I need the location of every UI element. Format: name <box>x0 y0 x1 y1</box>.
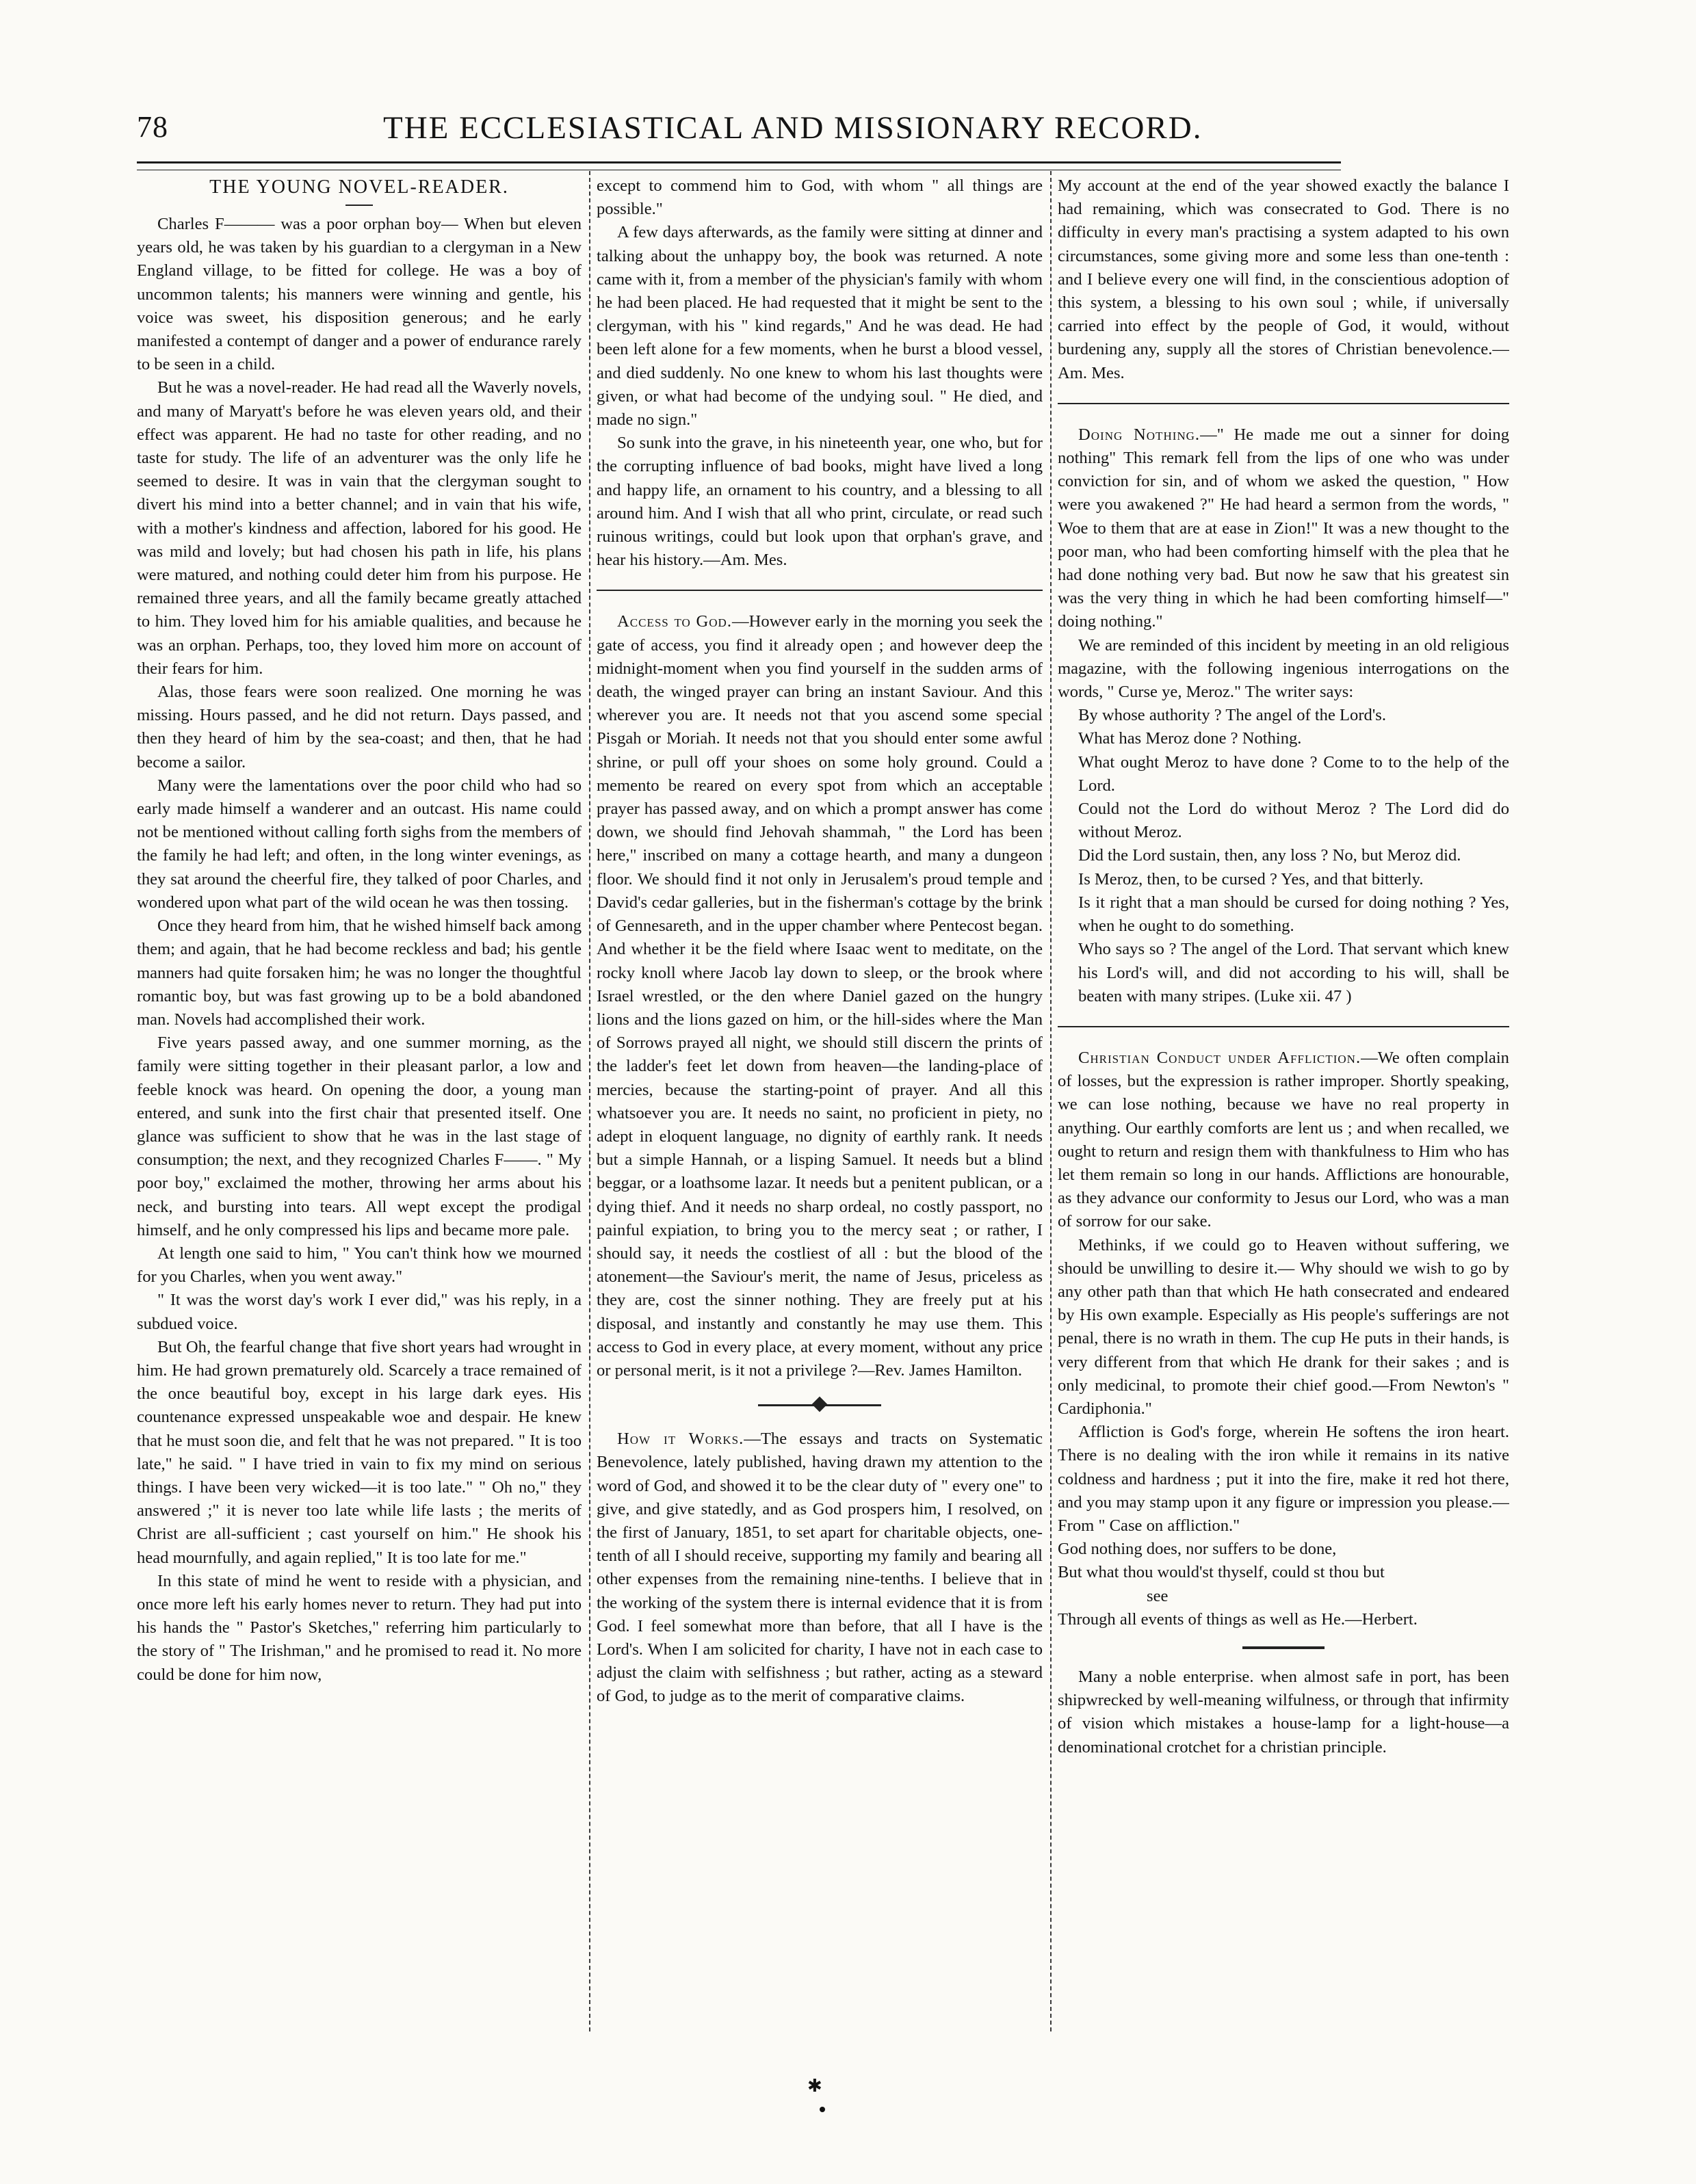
paragraph: Many a noble enterprise. when almost safe in port, has been shipwrecked by well-meaning wilfulness, or through that infirmity of vision which mistakes a house-lamp for a light-house—a denominational crotchet for a christian principle. <box>1058 1667 1509 1757</box>
section-rule <box>597 590 1043 591</box>
meroz-interrogations <box>1058 704 1509 1008</box>
article-heading: How it Works. <box>617 1430 744 1449</box>
verse-line: Did the Lord sustain, then, any loss ? No, but Meroz did. <box>1078 846 1461 865</box>
article-title: THE YOUNG NOVEL-READER. <box>209 176 509 198</box>
herbert-verse <box>1058 1538 1509 1631</box>
verse-line: God nothing does, nor suffers to be done, <box>1058 1540 1337 1559</box>
paragraph: Once they heard from him, that he wished himself back among them; and again, that he had become reckless and bad; his gentle manners had quite forsaken him; he was no longer the thoughtful romantic boy, but was fast growing up to be a bold abandoned man. Novels had accomplished their work. <box>137 917 582 1029</box>
header-rule <box>137 161 1341 170</box>
paragraph: except to commend him to God, with whom " all things are possible." <box>597 176 1043 219</box>
verse-line: Through all events of things as well as He.—Herbert. <box>1058 1609 1418 1629</box>
paragraph: Five years passed away, and one summer morning, as the family were sitting together in their pleasant parlor, a low and feeble knock was heard. On opening the door, a young man entered, and sunk into the first chair that presented itself. One glance was sufficient to show that he was in the last stage of consumption; the next, and they recognized Charles F——. " My poor boy," exclaimed the mother, throwing her arms about his neck, and bursting into tears. All wept except the prodigal himself, and he only compressed his lips and became more pale. <box>137 1034 582 1239</box>
section-rule <box>1058 1026 1509 1027</box>
column-divider <box>1050 171 1052 2031</box>
article-heading: Doing Nothing. <box>1078 425 1201 444</box>
paragraph: We are reminded of this incident by meeting in an old religious magazine, with the following ingenious interrogations on the words, " Curse ye, Meroz." The writer says: <box>1058 635 1509 702</box>
verse-line: Is it right that a man should be cursed for doing nothing ? Yes, when he ought to do something. <box>1078 893 1509 936</box>
article-how-it-works <box>597 1428 1043 1708</box>
section-rule <box>1058 403 1509 404</box>
verse-line: Is Meroz, then, to be cursed ? Yes, and that bitterly. <box>1078 869 1424 889</box>
paragraph: A few days afterwards, as the family were sitting at dinner and talking about the unhappy boy, the book was returned. A note came with it, from a member of the physician's family with whom he had been placed. He had requested that it might be sent to the clergyman, with his " kind regards," And he was dead. He had been left alone for a few moments, when he burst a blood vessel, and died suddenly. No one knew to whom his last thoughts were given, or what had become of the undying soul. " He died, and made no sign." <box>597 223 1043 430</box>
column-divider <box>589 171 590 2031</box>
article-heading: Christian Conduct under Affliction. <box>1078 1048 1361 1067</box>
article-body: —The essays and tracts on Systematic Benevolence, lately published, having drawn my attention to the word of God, and showed it to be the clear duty of " every one" to give, and give statedly, and as God prospers him, I resolved, on the first of January, 1851, to set apart for charitable objects, one-tenth of all I should receive, supporting my family and bearing all other expenses from the remaining nine-tenths. I believe that in the working of the system there is internal evidence that it is from God. I feel somewhat more than before, that all I have is the Lord's. When I am solicited for charity, I have not in each case to adjust the claim with selfishness ; but rather, acting as a steward of God, to judge as to the merit of comparative claims. <box>597 1430 1043 1706</box>
article-doing-nothing <box>1058 423 1509 634</box>
paragraph: Affliction is God's forge, wherein He softens the iron heart. There is no dealing with the iron while it remains in its native coldness and hardness ; put it into the fire, make it red hot there, and you may stamp upon it any figure or impression you please.—From " Case on affliction." <box>1058 1423 1509 1535</box>
column-1 <box>137 174 582 2035</box>
verse-line: Could not the Lord do without Meroz ? The Lord did do without Meroz. <box>1078 800 1509 842</box>
verse-line: see <box>1147 1586 1169 1605</box>
verse-line: What ought Meroz to have done ? Come to to the help of the Lord. <box>1078 752 1509 795</box>
title-rule <box>345 205 373 206</box>
article-access-to-god <box>597 610 1043 1382</box>
page-header <box>137 109 1334 150</box>
article-body: —" He made me out a sinner for doing nothing" This remark fell from the lips of one who was under conviction for sin, and of whom we asked the question, " How were you awakened ?" He had heard a sermon from the words, " Woe to them that are at ease in Zion!" It was a new thought to the poor man, who had been comforting himself with the plea that he had done nothing very bad. But now he saw that his greatest sin was the very thing in which he had been comforting himself—" doing nothing." <box>1058 425 1509 631</box>
verse-line: By whose authority ? The angel of the Lord's. <box>1078 706 1386 725</box>
running-title: THE ECCLESIASTICAL AND MISSIONARY RECORD. <box>383 110 1203 146</box>
column-2 <box>597 174 1043 2035</box>
article-christian-conduct <box>1058 1047 1509 1234</box>
paragraph: But he was a novel-reader. He had read all the Waverly novels, and many of Maryatt's before he was eleven years old, and their effect was apparent. He had no taste for other reading, and no taste for study. The life of an adventurer was the only life he seemed to desire. It was in vain that the clergyman sought to divert his mind into a better channel; and in vain that his wife, with a mother's kindness and affection, labored for his good. He was mild and lovely; but had chosen his path in life, his plans were matured, and nothing could deter him from his purpose. He remained three years, and all the family became greatly attached to him. They loved him for his amiable qualities, and because he was an orphan. Perhaps, too, they loved him more on account of their fears for him. <box>137 378 582 678</box>
paragraph: In this state of mind he went to reside with a physician, and once more left his early homes never to return. They had put into his hands the " Pastor's Sketches," referring him particularly to the story of " The Irishman," and he promised to read it. No more could be done for him now, <box>137 1571 582 1684</box>
article-body: —However early in the morning you seek the gate of access, you find it already open ; and however deep the midnight-moment when you find yourself in the sudden arms of death, the winged prayer can bring an instant Saviour. And this wherever you are. It needs not that you ascend some special Pisgah or Moriah. It needs not that you should enter some awful shrine, or pull off your shoes on some holy ground. Could a memento be reared on every spot from which an acceptable prayer has passed away, and on which a prompt answer has come down, we should find Jehovah shammah, " the Lord has been here," inscribed on many a cottage hearth, and many a dungeon floor. We should find it not only in Jerusalem's proud temple and David's cedar galleries, but in the fisherman's cottage by the brink of Gennesareth, and in the upper chamber where Pentecost began. And whether it be the field where Isaac went to meditate, on the rocky knoll where Jacob lay down to sleep, or the brook where Israel wrestled, or the den where Daniel gazed on the hungry lions and the lions gazed on him, or the hill-sides where the Man of Sorrows prayed all night, we should still discern the prints of the ladder's feet let down from heaven—the landing-place of mercies, because the starting-point of prayer. And all this whatsoever you are. It needs no saint, no proficient in piety, no adept in eloquent language, no dignity of earthly rank. It needs but a simple Hannah, or a lisping Samuel. It needs but a blind beggar, or a loathsome lazar. It needs but a penitent publican, or a dying thief. And it needs no sharp ordeal, no costly passport, no painful expiation, to bring you to the mercy seat ; or rather, I should say, it needs the costliest of all : but the blood of the atonement—the Saviour's merit, the name of Jesus, priceless as they are, cost the sinner nothing. They are freely put at his disposal, and instantly and constantly he may use them. This access to God in every place, at every moment, without any price or personal merit, is it not a privilege ?—Rev. James Hamilton. <box>597 612 1043 1380</box>
short-rule <box>1242 1646 1325 1649</box>
footer-dot <box>820 2107 825 2112</box>
paragraph: Charles F——— was a poor orphan boy— When but eleven years old, he was taken by his guardian to a clergyman in a New England village, to be fitted for college. He was a boy of uncommon talents; his manners were winning and gentle, his voice was sweet, his disposition generous; and he early manifested a contempt of danger and a power of endurance rarely to be seen in a child. <box>137 215 582 374</box>
ornament-rule <box>758 1400 881 1410</box>
paragraph: So sunk into the grave, in his nineteenth year, one who, but for the corrupting influence of bad books, might have lived a long and happy life, an ornament to his country, and a blessing to all around him. And I wish that all who print, circulate, or read such ruinous writings, could but look upon that orphan's grave, and hear his history.—Am. Mes. <box>597 434 1043 570</box>
paragraph: At length one said to him, " You can't think how we mourned for you Charles, when you went away." <box>137 1244 582 1287</box>
article-heading: Access to God. <box>617 612 732 631</box>
paragraph: My account at the end of the year showed exactly the balance I had remaining, which was consecrated to God. There is no difficulty in every man's practising a system adapted to his own circumstances, some giving more and some less than one-tenth : and I believe every one will find, in the conscientious adoption of this system, a blessing to his own soul ; while, if universally carried into effect by the people of God, it would, without burdening any, supply all the stores of Christian benevolence.—Am. Mes. <box>1058 176 1509 382</box>
verse-line: Who says so ? The angel of the Lord. That servant which knew his Lord's will, and did not according to his will, shall be beaten with many stripes. (Luke xii. 47 ) <box>1078 940 1509 1005</box>
article-body: —We often complain of losses, but the expression is rather improper. Shortly speaking, we can lose nothing, because we have no real property in anything. Our earthly comforts are lent us ; and when recalled, we ought to return and resign them with thankfulness to Him who has let them remain so long in our hands. Afflictions are honourable, as they advance our conformity to Jesus our Lord, who was a man of sorrow for our sake. <box>1058 1048 1509 1231</box>
page-number: 78 <box>137 110 168 144</box>
verse-line: What has Meroz done ? Nothing. <box>1078 729 1302 748</box>
paragraph: Alas, those fears were soon realized. One morning he was missing. Hours passed, and he did not return. Days passed, and then they heard of him by the sea-coast; and then, that he had become a sailor. <box>137 683 582 772</box>
verse-line: But what thou would'st thyself, could st thou but <box>1058 1563 1385 1582</box>
paragraph: " It was the worst day's work I ever did," was his reply, in a subdued voice. <box>137 1291 582 1333</box>
footer-mark: ✱ <box>807 2076 822 2096</box>
paragraph: Many were the lamentations over the poor child who had so early made himself a wanderer and an outcast. His name could not be mentioned without calling forth sighs from the members of the family he had left; and often, in the long winter evenings, as they sat around the cheerful fire, they talked of poor Charles, and wondered upon what part of the wild ocean he was then tossing. <box>137 776 582 912</box>
column-3 <box>1058 174 1509 2035</box>
paragraph: Methinks, if we could go to Heaven without suffering, we should be unwilling to desire it.— Why should we wish to go by any other path than that which He hath consecrated and endeared by His own example. Especially as His people's sufferings are not penal, there is no wrath in them. The cup He puts in their hands, is very different from that which He drank for their sakes ; and is only medicinal, to promote their chief good.—From Newton's " Cardiphonia." <box>1058 1235 1509 1418</box>
paragraph: But Oh, the fearful change that five short years had wrought in him. He had grown prematurely old. Scarcely a trace remained of the once beautiful boy, except in his large dark eyes. His countenance expressed unspeakable woe and despair. He knew that he must soon die, and felt that he was not prepared. " It is too late," he said. " I have tried in vain to fix my mind on serious things. I have been very wicked—it is too late." " Oh no," they answered ;" it is never too late while life lasts ; the merits of Christ are all-sufficient ; cast yourself on him." He shook his head mournfully, and again replied," It is too late for me." <box>137 1337 582 1567</box>
